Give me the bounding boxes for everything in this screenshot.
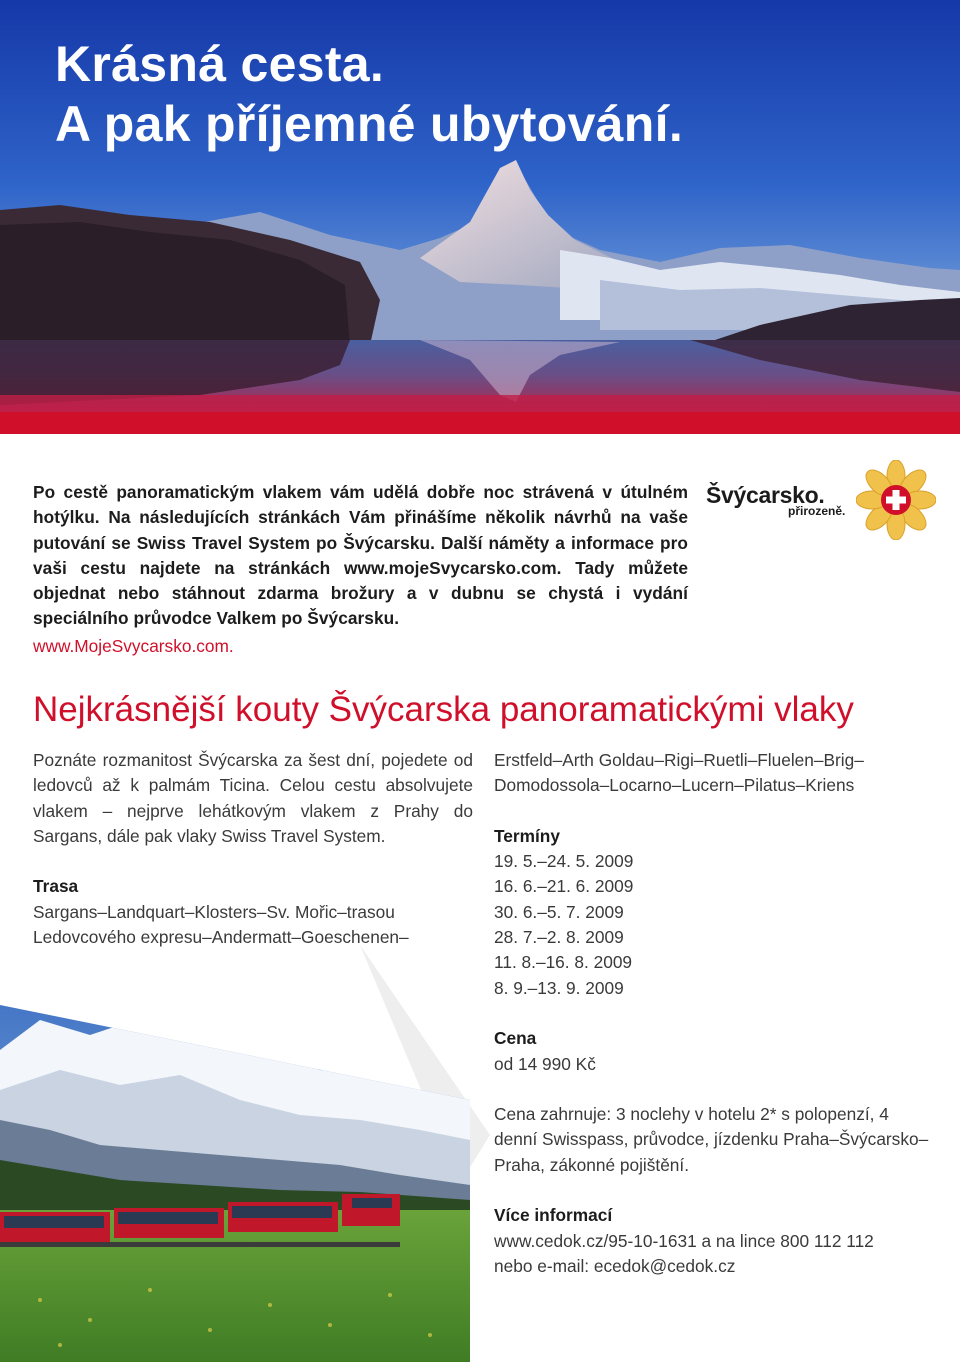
date-item: 28. 7.–2. 8. 2009 [494,927,624,948]
date-item: 11. 8.–16. 8. 2009 [494,952,633,973]
route-continued: Erstfeld–Arth Goldau–Rigi–Ruetli–Fluelen–Brig–Domodossola–Locarno–Lucern–Pilatus–Kriens [494,750,864,796]
info-web-phone: www.cedok.cz/95-10-1631 a na lince 800 112 112 [494,1230,874,1251]
hero-photo [0,0,960,412]
logo-tagline: přirozeně. [788,504,846,518]
price-value: od 14 990 Kč [494,1053,596,1074]
logo-wordmark: Švýcarsko. [706,482,825,508]
section-title: Nejkrásnější kouty Švýcarska panoramatickými vlaky [33,690,854,729]
hero-title [55,34,683,154]
date-item: 16. 6.–21. 6. 2009 [494,876,634,897]
date-item: 30. 6.–5. 7. 2009 [494,901,624,922]
left-column [33,748,473,950]
train-landscape-image [0,980,470,1362]
route-text: Sargans–Landquart–Klosters–Sv. Mořic–trasou Ledovcového expresu–Andermatt–Goeschenen– [33,901,409,948]
date-item: 19. 5.–24. 5. 2009 [494,851,634,872]
hero-title-line-1: Krásná cesta. [55,36,385,92]
intro-website-link[interactable]: www.MojeSvycarsko.com. [33,636,234,656]
hero-title-line-2: A pak příjemné ubytování. [55,96,684,152]
right-column [494,748,934,1279]
edelweiss-swiss-cross-icon [856,460,936,540]
price-heading: Cena [494,1028,537,1049]
info-email: nebo e-mail: ecedok@cedok.cz [494,1255,736,1276]
price-includes: Cena zahrnuje: 3 noclehy v hotelu 2* s polopenzí, 4 denní Swisspass, průvodce, jízdenku Praha–Švýcarsko–Praha, zákonné pojištění. [494,1104,929,1175]
svycarsko-logo [706,460,934,540]
date-item: 8. 9.–13. 9. 2009 [494,977,624,998]
red-divider-band [0,412,960,434]
tour-description: Poznáte rozmanitost Švýcarska za šest dní, pojedete od ledovců až k palmám Ticina. Celou cestu absolvujete vlakem – nejprve lehátkovým vlakem z Prahy do Sargans, dále pak vlaky Swiss Travel System. [33,750,473,846]
route-heading: Trasa [33,876,79,897]
intro-text [33,480,688,632]
info-heading: Více informací [494,1205,613,1226]
dates-heading: Termíny [494,825,560,846]
intro-paragraph: Po cestě panoramatickým vlakem vám udělá dobře noc strávená v útulném hotýlku. Na následujících stránkách Vám přinášíme několik návrhů na vaše putování se Swiss Travel System po Švýcarsku. Další náměty a informace pro vaši cestu najdete na stránkách www.mojeSvycarsko.com. Tady můžete objednat nebo stáhnout zdarma brožury a v dubnu se chystá i vydání speciálního průvodce Valkem po Švýcarsku. [33,482,688,629]
